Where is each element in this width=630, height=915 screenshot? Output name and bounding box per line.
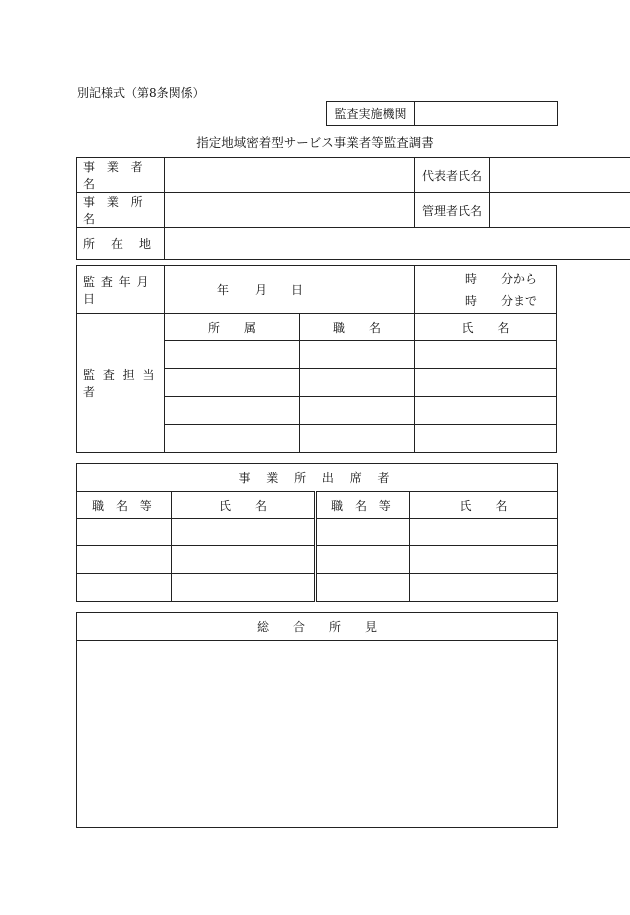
attendee-position-cell[interactable] (316, 546, 410, 574)
day-label: 日 (291, 283, 304, 297)
representative-field[interactable] (490, 158, 630, 193)
attendee-name-cell[interactable] (410, 546, 558, 574)
address-field[interactable] (165, 228, 630, 260)
business-info-table (76, 157, 630, 260)
representative-label: 代表者氏名 (415, 158, 490, 193)
month-label: 月 (255, 283, 268, 297)
attendee-name-cell[interactable] (172, 546, 316, 574)
attendee-name-cell[interactable] (172, 574, 316, 602)
staff-position-cell[interactable] (300, 397, 415, 425)
attendee-col-position-left: 職 名 等 (77, 492, 172, 519)
staff-affiliation-cell[interactable] (165, 425, 300, 453)
audit-agency-label: 監査実施機関 (327, 102, 415, 126)
office-name-label: 事 業 所 名 (77, 193, 165, 228)
attendee-col-name-left: 氏 名 (172, 492, 316, 519)
attendee-position-cell[interactable] (316, 574, 410, 602)
attendee-position-cell[interactable] (77, 546, 172, 574)
hour-label-start: 時 (465, 271, 478, 286)
audit-date-label: 監 査 年 月 日 (77, 266, 165, 314)
staff-name-cell[interactable] (415, 397, 557, 425)
audit-time-field[interactable] (415, 266, 557, 314)
staff-name-cell[interactable] (415, 369, 557, 397)
attendee-name-cell[interactable] (410, 519, 558, 546)
year-label: 年 (217, 283, 230, 297)
attendees-header: 事 業 所 出 席 者 (77, 464, 558, 492)
staff-position-cell[interactable] (300, 341, 415, 369)
form-reference: 別記様式（第8条関係） (77, 86, 205, 100)
minute-to-label: 分まで (501, 293, 538, 308)
findings-header: 総 合 所 見 (77, 613, 558, 641)
staff-name-cell[interactable] (415, 425, 557, 453)
col-affiliation: 所 属 (165, 314, 300, 341)
audit-staff-label: 監 査 担 当 者 (77, 314, 165, 453)
attendee-position-cell[interactable] (77, 519, 172, 546)
manager-field[interactable] (490, 193, 630, 228)
attendee-col-name-right: 氏 名 (410, 492, 558, 519)
audit-table (76, 265, 557, 453)
audit-date-field[interactable] (165, 266, 415, 314)
findings-table (76, 612, 558, 828)
staff-affiliation-cell[interactable] (165, 397, 300, 425)
business-name-label: 事 業 者 名 (77, 158, 165, 193)
staff-name-cell[interactable] (415, 341, 557, 369)
attendee-position-cell[interactable] (77, 574, 172, 602)
attendee-col-position-right: 職 名 等 (316, 492, 410, 519)
hour-label-end: 時 (465, 293, 478, 308)
staff-position-cell[interactable] (300, 369, 415, 397)
staff-affiliation-cell[interactable] (165, 341, 300, 369)
col-position: 職 名 (300, 314, 415, 341)
findings-field[interactable] (77, 641, 558, 828)
office-name-field[interactable] (165, 193, 415, 228)
audit-agency-table (326, 101, 558, 126)
staff-affiliation-cell[interactable] (165, 369, 300, 397)
business-name-field[interactable] (165, 158, 415, 193)
attendee-position-cell[interactable] (316, 519, 410, 546)
document-title: 指定地域密着型サービス事業者等監査調書 (196, 135, 434, 150)
staff-position-cell[interactable] (300, 425, 415, 453)
attendee-name-cell[interactable] (410, 574, 558, 602)
manager-label: 管理者氏名 (415, 193, 490, 228)
address-label: 所 在 地 (77, 228, 165, 260)
attendees-table (76, 463, 558, 602)
minute-from-label: 分から (501, 271, 538, 286)
audit-agency-field[interactable] (415, 102, 558, 126)
attendee-name-cell[interactable] (172, 519, 316, 546)
col-name: 氏 名 (415, 314, 557, 341)
